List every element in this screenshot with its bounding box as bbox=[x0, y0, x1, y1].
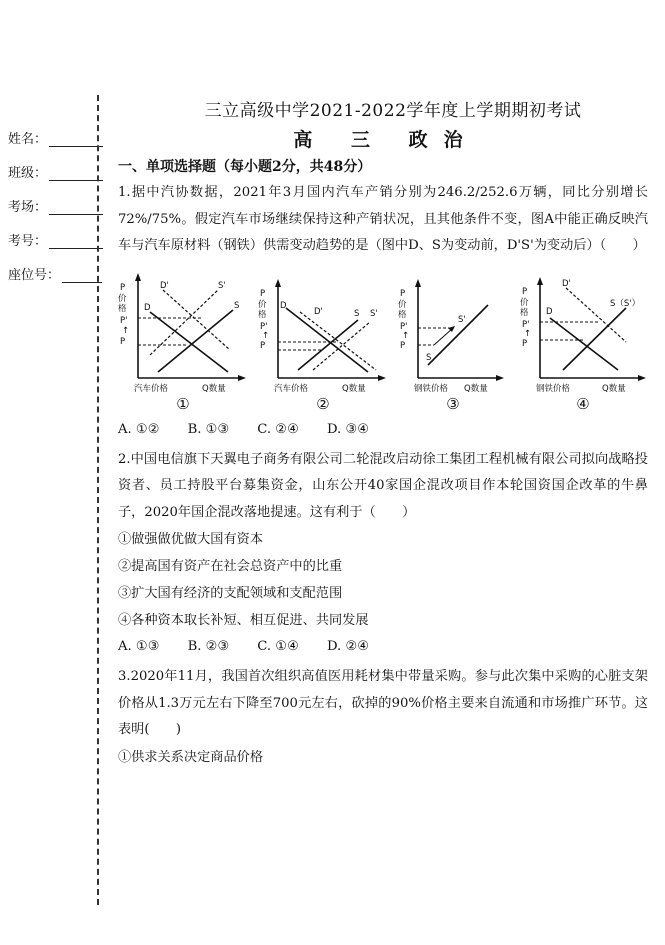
exam-room-field bbox=[8, 196, 103, 215]
chart-2-up-arrow: ↑ bbox=[262, 330, 270, 341]
chart-2-p-label-2: P bbox=[260, 340, 266, 351]
chart-2-d2-label: D' bbox=[314, 306, 323, 317]
q2-statement-3: ③扩大国有经济的支配领域和支配范围 bbox=[118, 586, 343, 601]
subject-title: 高 三 政治 bbox=[293, 129, 479, 151]
chart-1-d2-label: D' bbox=[160, 280, 169, 291]
exam-number-blank bbox=[49, 236, 103, 249]
exam-content bbox=[118, 96, 648, 771]
chart-3-p2-label: P' bbox=[400, 321, 408, 332]
chart-4-q-label: Q数量 bbox=[602, 383, 626, 394]
exam-number-label: 考号： bbox=[8, 234, 48, 249]
chart-3-p-label-2: P bbox=[400, 340, 406, 351]
chart-4-price-label-2: 格 bbox=[520, 307, 529, 318]
chart-4-price-label: 价 bbox=[520, 297, 529, 308]
chart-2-price-label-2: 格 bbox=[258, 309, 267, 320]
chart-1-up-arrow: ↑ bbox=[122, 325, 130, 336]
class-label: 班级： bbox=[8, 166, 48, 181]
chart-1-x-label: 汽车价格 bbox=[134, 383, 169, 394]
exam-room-label: 考场： bbox=[8, 200, 48, 215]
chart-4-up-arrow: ↑ bbox=[524, 328, 532, 339]
q2-option-b[interactable]: B. ②③ bbox=[187, 639, 230, 654]
chart-3-p-label: P bbox=[400, 288, 406, 299]
q1-stem: 1.据中汽协数据，2021年3月国内汽车产销分别为246.2/252.6万辆，同比分别增长72%/75%。假定汽车市场继续保持这种产销状况，且其他条件不变，图A中能正确反映汽车与汽车原材料（钢铁）供需变动趋势的是（图中D、S为变动前，D'S'为变动后）（ ） bbox=[118, 185, 648, 253]
chart-1 bbox=[118, 270, 248, 413]
chart-4-p2-label: P' bbox=[522, 319, 530, 330]
q3-statement-1: ①供求关系决定商品价格 bbox=[118, 749, 264, 765]
section-title: 一、单项选择题（每小题2分，共48分） bbox=[118, 159, 372, 175]
q2-statement-2: ②提高国有资产在社会总资产中的比重 bbox=[118, 559, 343, 574]
q2-options bbox=[118, 636, 648, 658]
chart-2-x-label: 汽车价格 bbox=[274, 383, 309, 394]
chart-2-s2-label: S' bbox=[370, 308, 378, 319]
chart-3-up-arrow: ↑ bbox=[402, 330, 410, 341]
q1-option-c[interactable]: C. ②④ bbox=[257, 421, 299, 437]
q1-option-d[interactable]: D. ③④ bbox=[326, 421, 370, 437]
chart-1-p-label-2: P bbox=[120, 336, 126, 347]
chart-2-p2-label: P' bbox=[260, 321, 268, 332]
chart-3-x-label: 钢铁价格 bbox=[414, 383, 449, 394]
q1-charts bbox=[118, 270, 648, 413]
q1-option-a[interactable]: A. ①② bbox=[118, 421, 160, 437]
chart-3 bbox=[398, 270, 508, 413]
q1-option-b[interactable]: B. ①③ bbox=[187, 421, 230, 437]
chart-1-price-label-2: 格 bbox=[118, 303, 127, 314]
chart-1-graph bbox=[118, 270, 248, 395]
chart-3-s2-label: S' bbox=[458, 314, 466, 325]
chart-1-p-label: P bbox=[120, 282, 126, 293]
binding-sidebar bbox=[0, 0, 100, 945]
chart-3-graph bbox=[398, 270, 508, 395]
chart-1-q-label: Q数量 bbox=[202, 383, 226, 394]
seat-number-field bbox=[8, 264, 102, 283]
chart-2 bbox=[258, 270, 388, 413]
fold-line bbox=[97, 95, 99, 905]
chart-1-s2-label: S' bbox=[218, 280, 226, 291]
chart-3-number: ③ bbox=[446, 394, 460, 413]
chart-3-s-label: S bbox=[426, 352, 432, 363]
chart-3-q-label: Q数量 bbox=[464, 383, 488, 394]
name-field bbox=[8, 128, 103, 147]
q2-statement-1: ①做强做优做大国有资本 bbox=[118, 532, 264, 547]
chart-4-x-label: 钢铁价格 bbox=[536, 383, 571, 394]
q2-option-a[interactable]: A. ①③ bbox=[118, 639, 160, 654]
class-blank bbox=[49, 168, 103, 181]
chart-1-p2-label: P' bbox=[120, 315, 128, 326]
class-field bbox=[8, 162, 103, 181]
chart-4-s-label: S（S'） bbox=[610, 298, 641, 309]
chart-4-d2-label: D' bbox=[562, 278, 571, 289]
school-title: 三立高级中学2021-2022学年度上学期期初考试 bbox=[204, 101, 582, 121]
chart-4-p-label: P bbox=[522, 286, 528, 297]
q3-stem: 3.2020年11月，我国首次组织高值医用耗材集中带量采购。参与此次集中采购的心脏支架价格从1.3万元左右下降至700元左右，砍掉的90%价格主要来自流通和市场推广环节。这表明( ) bbox=[118, 669, 648, 737]
chart-2-number: ② bbox=[316, 394, 330, 413]
q1-options bbox=[118, 419, 648, 441]
q2-option-d[interactable]: D. ②④ bbox=[326, 639, 370, 654]
chart-1-number: ① bbox=[176, 394, 190, 413]
chart-2-price-label: 价 bbox=[258, 299, 267, 310]
chart-4 bbox=[518, 270, 648, 413]
chart-2-q-label: Q数量 bbox=[342, 383, 366, 394]
chart-1-d-label: D bbox=[144, 302, 151, 313]
q2-stem: 2.中国电信旗下天翼电子商务有限公司二轮混改启动徐工集团工程机械有限公司拟向战略投资者、员工持股平台募集资金，山东公开40家国企混改项目作本轮国资国企改革的牛鼻子，2020年国企混改落地提速。这有利于（ ） bbox=[118, 451, 648, 520]
exam-room-blank bbox=[49, 202, 103, 215]
name-blank bbox=[49, 134, 103, 147]
chart-3-price-label-2: 格 bbox=[398, 309, 407, 320]
exam-number-field bbox=[8, 230, 103, 249]
chart-1-price-label: 价 bbox=[118, 293, 127, 304]
name-label: 姓名： bbox=[8, 132, 48, 147]
chart-2-d-label: D bbox=[280, 300, 287, 311]
chart-4-p-label-2: P bbox=[522, 338, 528, 349]
chart-2-p-label: P bbox=[260, 288, 266, 299]
chart-4-d-label: D bbox=[546, 306, 553, 317]
seat-number-label: 座位号： bbox=[8, 268, 61, 283]
chart-3-price-label: 价 bbox=[398, 299, 407, 310]
q2-option-c[interactable]: C. ①④ bbox=[257, 639, 299, 654]
chart-4-graph bbox=[518, 270, 648, 395]
chart-1-s-label: S bbox=[234, 300, 240, 311]
chart-2-graph bbox=[258, 270, 388, 395]
chart-2-s-label: S bbox=[354, 308, 360, 319]
q2-statement-4: ④各种资本取长补短、相互促进、共同发展 bbox=[118, 613, 369, 628]
chart-4-number: ④ bbox=[576, 394, 590, 413]
